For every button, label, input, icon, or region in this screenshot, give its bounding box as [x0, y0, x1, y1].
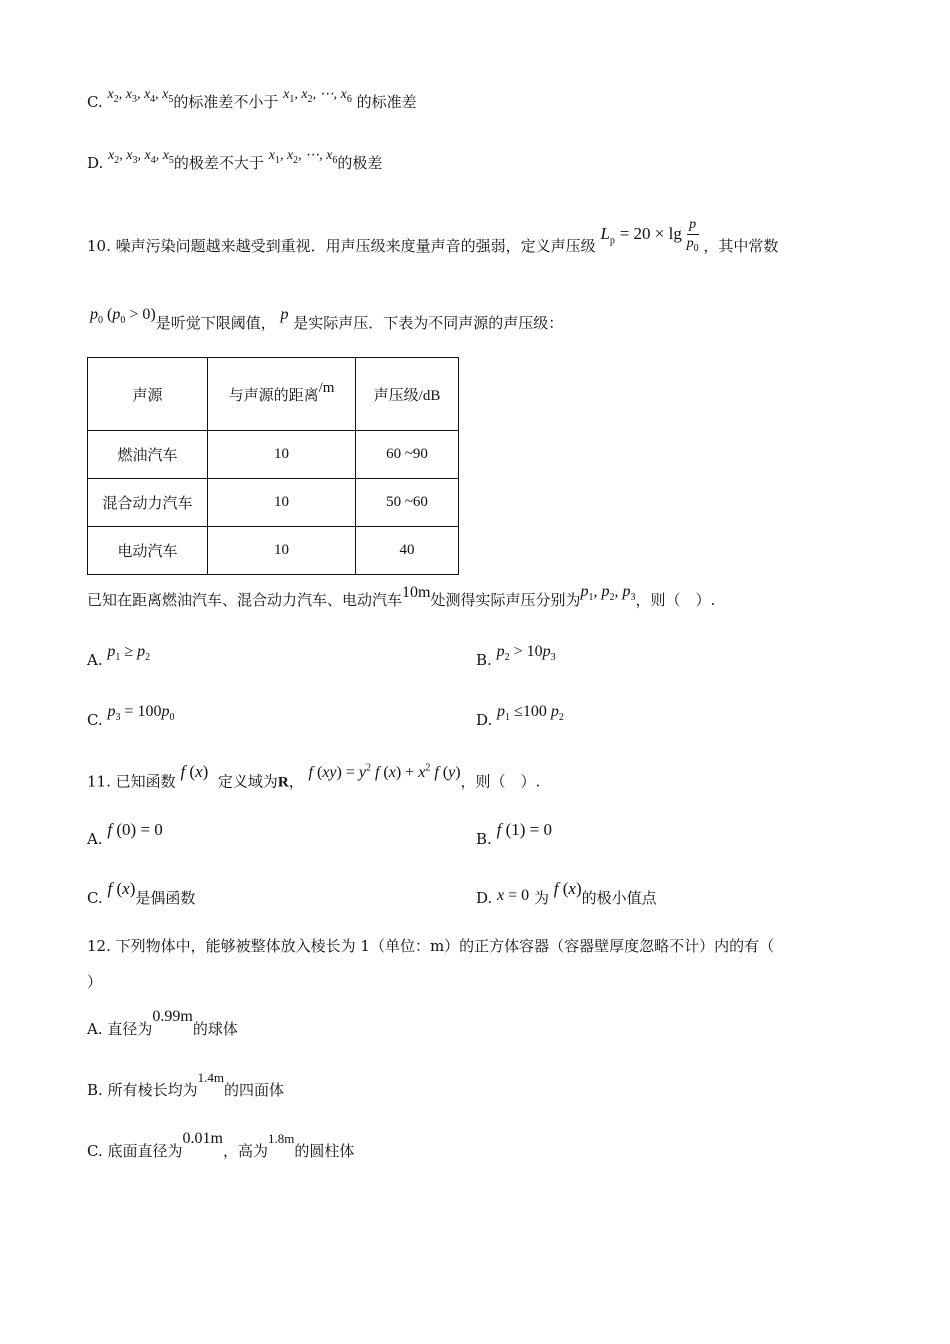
header-level-unit: /dB	[418, 387, 441, 404]
q12-a-text1: 直径为	[107, 1020, 153, 1038]
q11-option-c	[87, 879, 196, 908]
q11-option-b	[476, 820, 552, 849]
q10-option-a	[87, 643, 151, 677]
question-number: 12.	[87, 937, 111, 955]
q11-c-text: 是偶函数	[135, 889, 196, 907]
q11-stem2: 定义域为	[217, 772, 278, 791]
cell-distance: 10	[208, 527, 356, 575]
math-p: p	[280, 306, 289, 323]
q10-option-b	[476, 643, 556, 677]
table-row	[88, 431, 459, 479]
option-letter: C.	[87, 93, 103, 111]
cell-source: 电动汽车	[88, 527, 208, 575]
frac-den: $p_0$	[686, 236, 699, 254]
math-formula: = 20 × lg	[619, 223, 682, 243]
math-x2-x5: $x_2$, $x_3$, $x_4$, $x_5$	[107, 87, 174, 105]
q11-option-d	[476, 879, 657, 909]
table-row	[88, 527, 459, 575]
q11-d-text1: 为	[533, 889, 549, 907]
q10-option-d	[476, 703, 564, 737]
header-level-label: 声压级	[373, 385, 419, 404]
option-letter: B.	[476, 651, 492, 669]
option-letter: B.	[87, 1081, 103, 1099]
q9-d-text2: 的极差	[337, 154, 383, 172]
cell-level: 50 ~60	[356, 479, 459, 527]
q12-b-text2: 的四面体	[223, 1081, 284, 1099]
q10-stem-line3	[87, 583, 716, 617]
question-number: 11.	[87, 772, 111, 791]
option-expr: $p_3 = 100p_0$	[107, 703, 175, 724]
option-letter: C.	[87, 889, 103, 907]
q12-stem-text: 下列物体中，能够被整体放入棱长为 1（单位：m）的正方体容器（容器壁厚度忽略不计）内的有（	[115, 937, 775, 955]
cell-distance: 10	[208, 431, 356, 479]
p0-cond: > 0	[129, 306, 151, 323]
q12-c-text2: ，高为	[222, 1142, 268, 1160]
math-x1-x6: $x_1$, $x_2$, ⋯, $x_6$	[283, 87, 352, 105]
q10-stem2: ，其中常数	[703, 236, 779, 255]
option-expr: f (1) = 0	[496, 820, 552, 839]
option-letter: C.	[87, 711, 103, 729]
q9-option-c	[87, 87, 417, 119]
q12-stem-close: ）	[87, 973, 103, 991]
math-fx: f (x)	[553, 879, 582, 898]
q9-c-text1: 的标准差不小于	[173, 93, 279, 111]
cell-distance: 10	[208, 479, 356, 527]
header-distance	[208, 358, 356, 431]
q12-b-value: 1.4m	[197, 1070, 224, 1085]
q11-stem1: 已知函数	[115, 772, 176, 791]
q9-d-text1: 的极差不大于	[173, 154, 264, 172]
math-fx: f (x)	[107, 879, 136, 898]
q9-c-text2: 的标准差	[356, 93, 417, 111]
q12-stem	[87, 936, 774, 956]
math-x2-x5: $x_2$, $x_3$, $x_4$, $x_5$	[108, 148, 174, 166]
q12-b-text1: 所有棱长均为	[107, 1081, 198, 1099]
option-letter: A.	[87, 830, 103, 848]
option-letter: D.	[87, 154, 104, 172]
math-lp: $L_p$	[600, 223, 615, 247]
q10-stem-line1	[87, 217, 779, 268]
q10-stem7: ，则（ ）.	[635, 591, 716, 609]
cell-level: 40	[356, 527, 459, 575]
q10-option-c	[87, 703, 175, 737]
header-distance-label: 与声源的距离	[228, 385, 319, 404]
math-fx: f (x)	[180, 762, 209, 782]
q10-stem5: 已知在距离燃油汽车、混合动力汽车、电动汽车	[87, 591, 403, 609]
q10-stem3: 是听觉下限阈值，	[155, 314, 276, 332]
option-expr: $p_2 > 10p_3$	[496, 643, 556, 664]
distance-value: 10m	[402, 584, 431, 601]
cell-source: 混合动力汽车	[88, 479, 208, 527]
math-p0: $p_0$ $(p_0 > 0)$	[90, 306, 156, 327]
table-header-row	[88, 358, 459, 431]
math-p1p2p3: $p_1$, $p_2$, $p_3$	[580, 583, 636, 604]
q10-stem1: 噪声污染问题越来越受到重视．用声压级来度量声音的强弱，定义声压级	[115, 236, 596, 255]
q12-c-text3: 的圆柱体	[294, 1142, 355, 1160]
set-R: R	[277, 774, 289, 791]
header-distance-unit: /m	[318, 379, 335, 396]
header-level	[356, 358, 459, 431]
option-letter: A.	[87, 1020, 103, 1038]
q12-option-b	[87, 1070, 284, 1101]
sound-level-table	[87, 357, 459, 575]
frac-num: p	[687, 216, 699, 235]
table-row	[88, 479, 459, 527]
question-number: 10.	[87, 236, 111, 255]
header-source: 声源	[88, 358, 208, 431]
q9-option-d	[87, 148, 383, 180]
q11-stem: 11. 已知函数 f (x) 定义域为R， f $(xy) = y^2$ f $(x) + x^2$ f (y)，则（ ）.	[87, 762, 541, 791]
math-fraction	[687, 216, 699, 258]
q12-stem-end	[87, 972, 102, 992]
q10-stem-line2	[90, 306, 564, 340]
math-functional-eq: f $(xy) = y^2$ f $(x) + x^2$ f (y)	[308, 763, 461, 782]
option-letter: A.	[87, 651, 103, 669]
cell-level: 60 ~90	[356, 431, 459, 479]
cell-source: 燃油汽车	[88, 431, 208, 479]
q12-c-value1: 0.01m	[182, 1130, 223, 1147]
math-x1-x6: $x_1$, $x_2$, ⋯, $x_6$	[268, 148, 338, 166]
option-expr: $p_1 \le 100$ $p_2$	[497, 703, 564, 724]
q12-option-c	[87, 1130, 355, 1162]
math-x0: x = 0	[497, 887, 530, 904]
q12-c-value2: 1.8m	[267, 1131, 295, 1146]
option-letter: B.	[476, 830, 492, 848]
option-letter: C.	[87, 1142, 103, 1160]
q11-stem3: ，则（ ）.	[460, 772, 541, 791]
q12-a-text2: 的球体	[192, 1020, 238, 1038]
option-letter: D.	[476, 889, 493, 907]
q12-c-text1: 底面直径为	[107, 1142, 183, 1160]
q10-stem4: 是实际声压．下表为不同声源的声压级：	[293, 314, 564, 332]
q12-a-value: 0.99m	[152, 1008, 193, 1025]
q11-option-a	[87, 820, 163, 849]
option-expr: f (0) = 0	[107, 820, 163, 839]
frac-den-p: p	[686, 236, 694, 251]
q12-option-a	[87, 1008, 238, 1040]
option-letter: D.	[476, 711, 493, 729]
q11-d-text2: 的极小值点	[581, 889, 657, 907]
q10-stem6: 处测得实际声压分别为	[430, 591, 581, 609]
option-expr: $p_1 \ge p_2$	[107, 643, 151, 664]
